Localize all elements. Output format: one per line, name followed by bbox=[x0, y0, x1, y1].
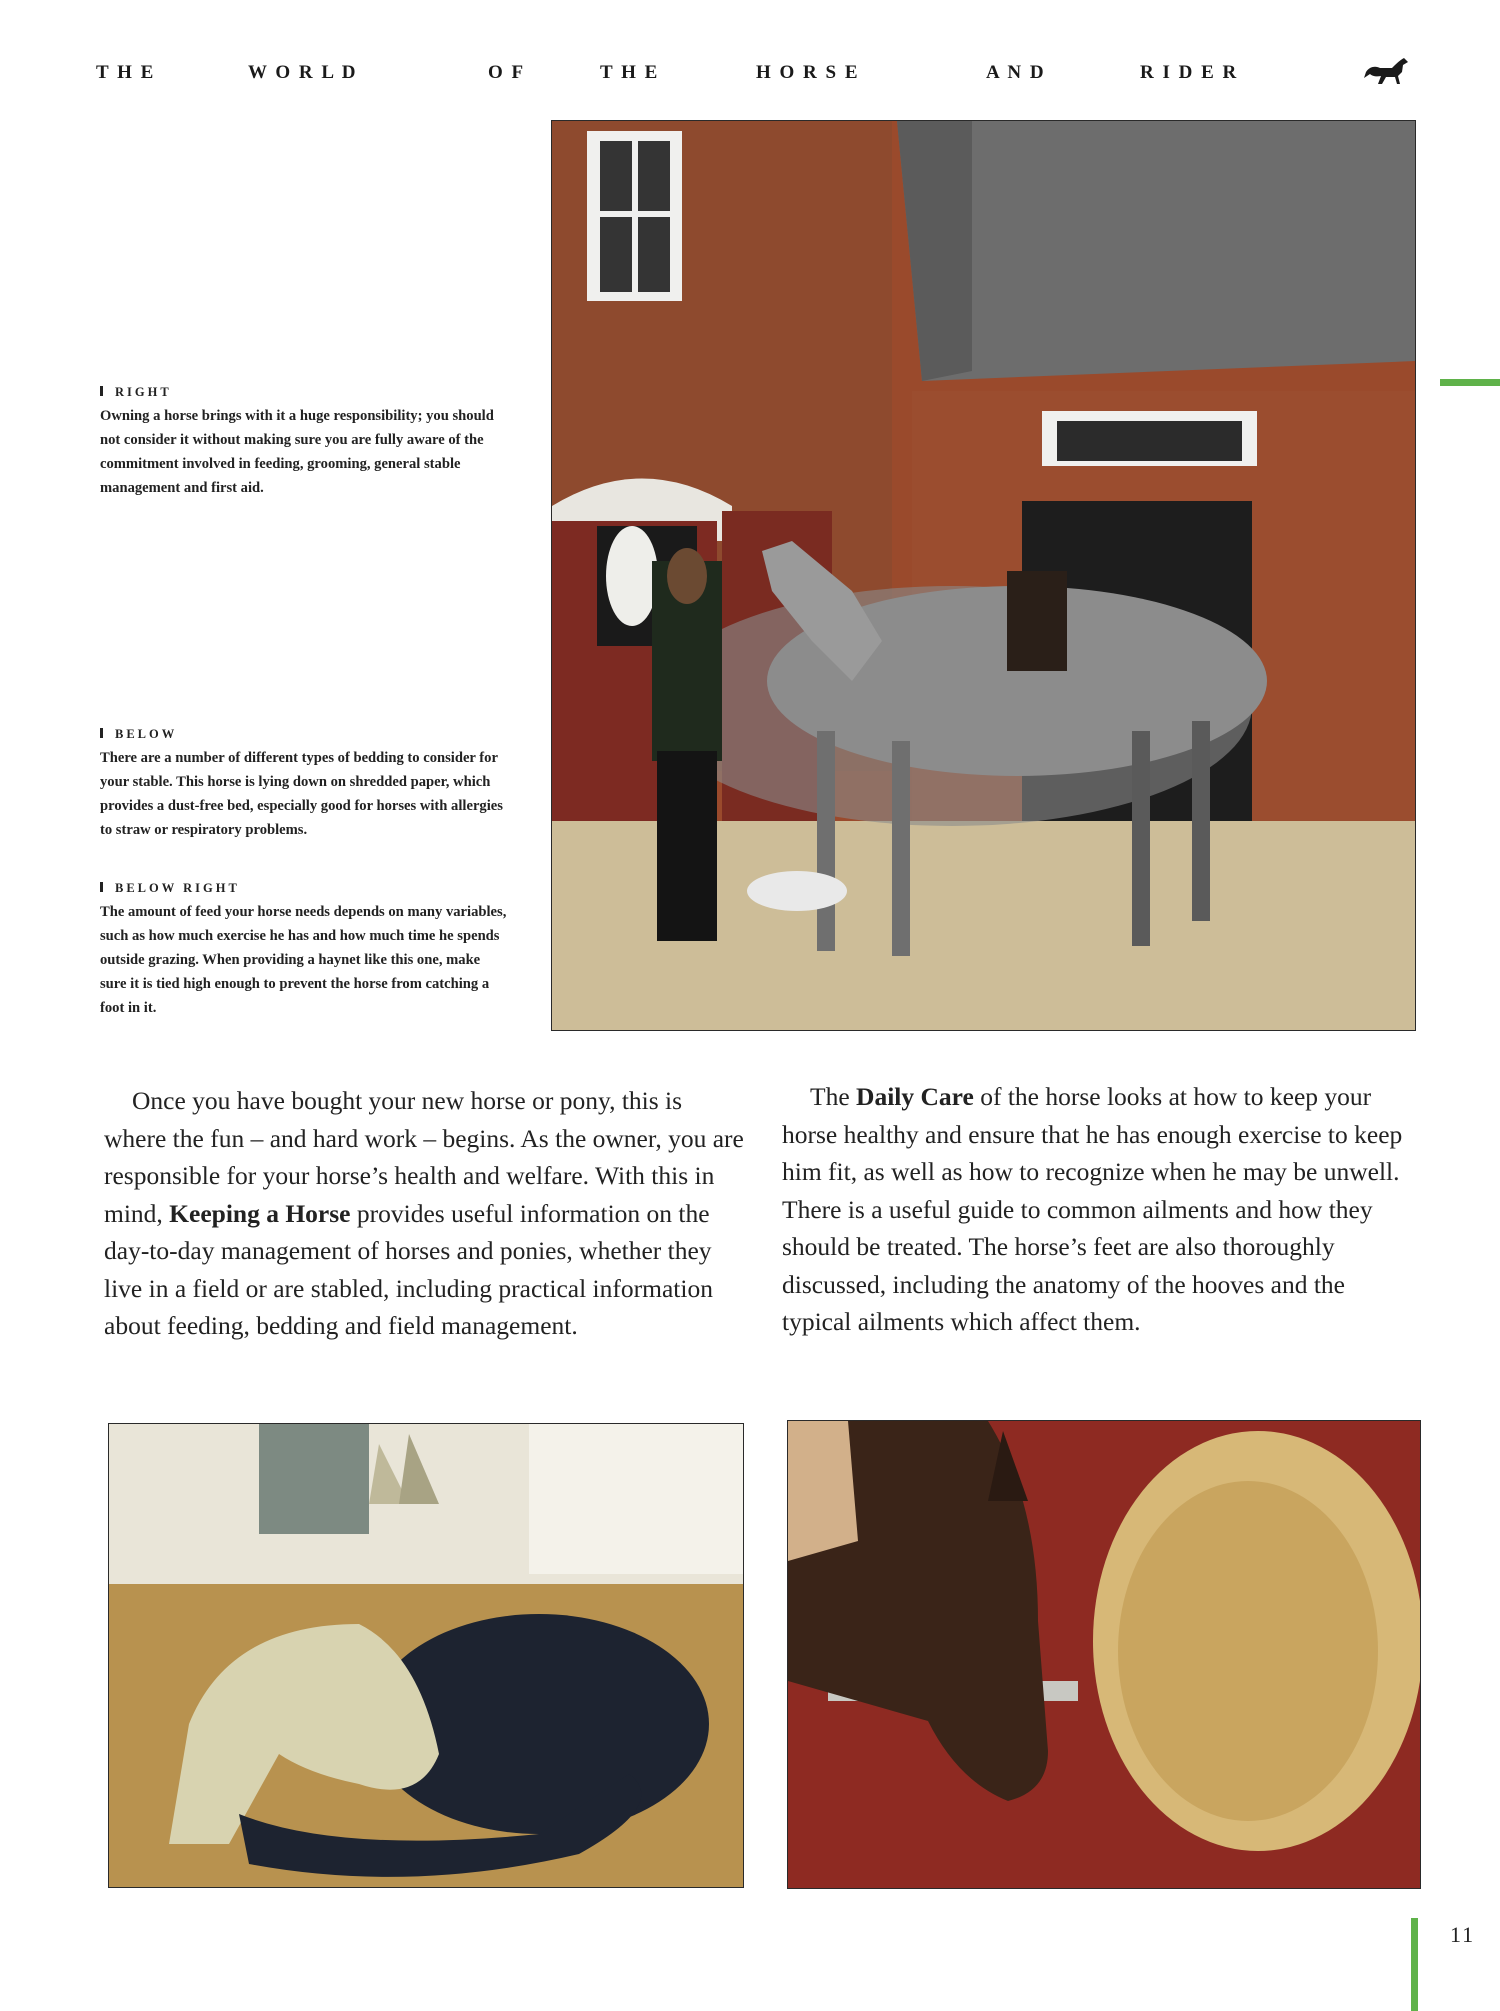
paragraph-text: The bbox=[810, 1082, 857, 1111]
stable-yard-photo bbox=[551, 120, 1416, 1031]
page-number: 11 bbox=[1450, 1922, 1476, 1947]
page-edge-marker bbox=[1411, 1918, 1418, 2011]
chapter-tab-marker bbox=[1440, 379, 1500, 386]
caption-text: There are a number of different types of bedding to consider for your stable. This horse is lying down on shredded paper, which provides a dust-free bed, especially good for horses with allergies to straw or respiratory problems. bbox=[100, 750, 503, 838]
paragraph-text: provides useful information on the day-to-day management of horses and ponies, whether they live in a field or are stabled, including practical information about feeding, bedding and field management. bbox=[104, 1198, 713, 1340]
caption-below bbox=[100, 722, 510, 842]
section-title-daily-care: Daily Care bbox=[856, 1082, 974, 1111]
caption-text: The amount of feed your horse needs depends on many variables, such as how much exercise he has and how much time he spends outside grazing. When providing a haynet like this one, make sure it is tied high enough to prevent the horse from catching a foot in it. bbox=[100, 904, 507, 1016]
header-word: O F bbox=[488, 62, 526, 83]
running-header bbox=[96, 62, 1336, 92]
caption-right bbox=[100, 380, 510, 500]
intro-paragraph bbox=[104, 1082, 744, 1345]
horse-haynet-photo bbox=[787, 1420, 1421, 1889]
section-title-keeping-a-horse: Keeping a Horse bbox=[169, 1198, 351, 1228]
daily-care-paragraph bbox=[782, 1078, 1407, 1341]
caption-label: RIGHT bbox=[100, 380, 510, 404]
body-column-right bbox=[782, 1078, 1407, 1341]
header-word: A N D bbox=[986, 62, 1046, 83]
header-word: W O R L D bbox=[248, 62, 358, 83]
paragraph-text: Once you have bought your new horse or pony, this is where the fun – and hard work – begins. As the owner, you are responsible for your horse’s health and welfare. With this in mind, bbox=[104, 1086, 744, 1228]
header-word: H O R S E bbox=[756, 62, 860, 83]
caption-text: Owning a horse brings with it a huge responsibility; you should not consider it without making sure you are fully aware of the commitment involved in feeding, grooming, general stable management and first aid. bbox=[100, 408, 494, 496]
header-word: T H E bbox=[96, 62, 156, 83]
header-word: R I D E R bbox=[1140, 62, 1239, 83]
horse-lying-down-photo bbox=[108, 1423, 744, 1888]
caption-label: BELOW bbox=[100, 722, 510, 746]
header-word: T H E bbox=[600, 62, 660, 83]
caption-below-right bbox=[100, 876, 510, 1020]
caption-label: BELOW RIGHT bbox=[100, 876, 510, 900]
body-column-left bbox=[104, 1082, 744, 1345]
galloping-horse-icon bbox=[1362, 52, 1410, 90]
paragraph-text: of the horse looks at how to keep your horse healthy and ensure that he has enough exercise to keep him fit, as well as how to recognize when he may be unwell. There is a useful guide to common ailments and how they should be treated. The horse’s feet are also thoroughly discussed, including the anatomy of the hooves and the typical ailments which affect them. bbox=[782, 1082, 1403, 1336]
